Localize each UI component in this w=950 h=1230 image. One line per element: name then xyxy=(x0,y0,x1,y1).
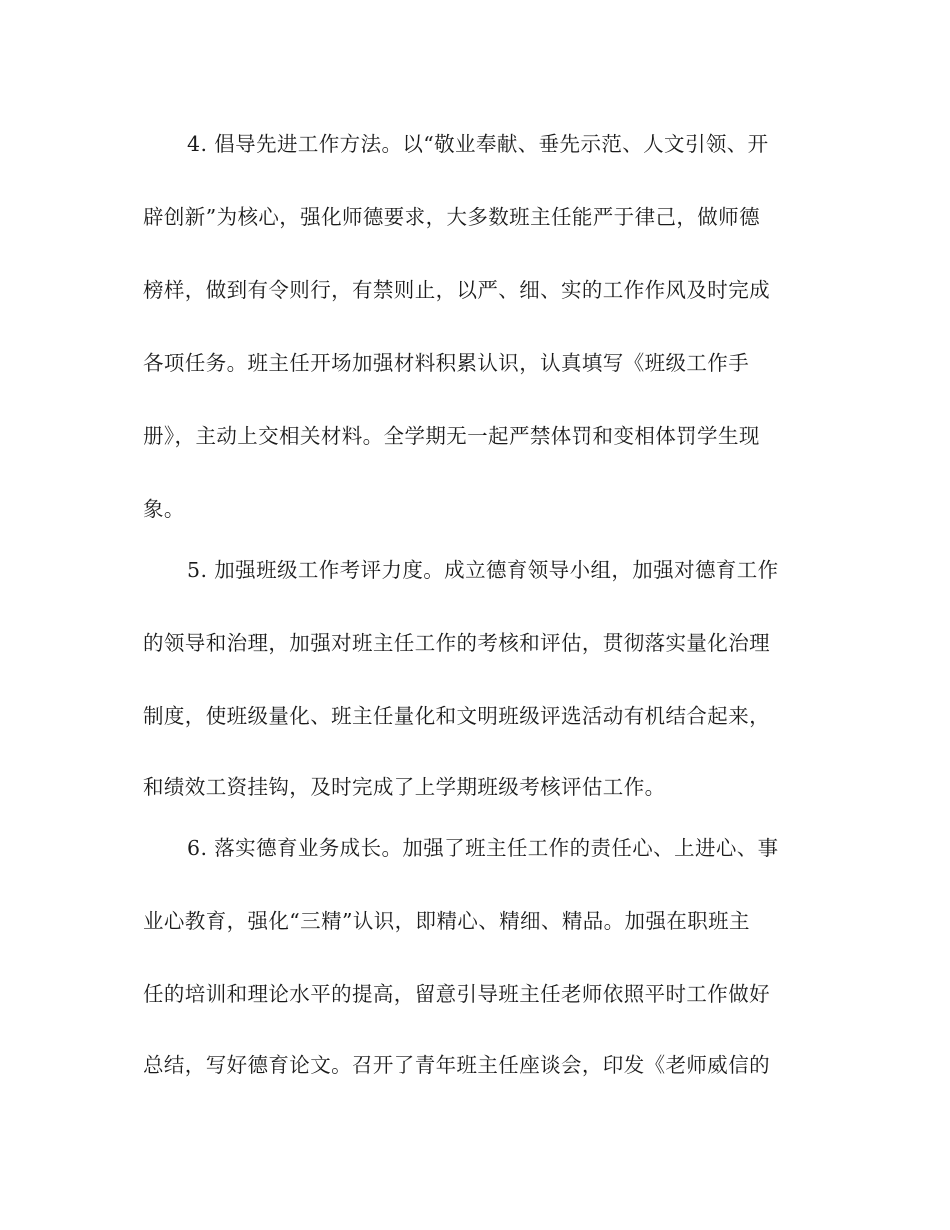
paragraph-5-line-1: 5. 加强班级工作考评力度。成立德育领导小组，加强对德育工作 xyxy=(187,558,779,582)
paragraph-6-line-1: 6. 落实德育业务成长。加强了班主任工作的责任心、上进心、事 xyxy=(187,836,779,860)
paragraph-4-line-2: 辟创新”为核心，强化师德要求，大多数班主任能严于律己，做师德 xyxy=(143,205,760,229)
paragraph-4-line-3: 榜样，做到有令则行，有禁则止，以严、细、实的工作作风及时完成 xyxy=(143,278,770,302)
paragraph-5-line-2: 的领导和治理，加强对班主任工作的考核和评估，贯彻落实量化治理 xyxy=(143,631,770,655)
paragraph-5-line-3: 制度，使班级量化、班主任量化和文明班级评选活动有机结合起来， xyxy=(143,704,770,728)
paragraph-6-line-2: 业心教育，强化“三精”认识，即精心、精细、精品。加强在职班主 xyxy=(143,909,750,933)
paragraph-4-line-5: 册》，主动上交相关材料。全学期无一起严禁体罚和变相体罚学生现 xyxy=(143,424,760,448)
paragraph-4-line-4: 各项任务。班主任开场加强材料积累认识，认真填写《班级工作手 xyxy=(143,351,750,375)
paragraph-4-line-6: 象。 xyxy=(143,497,185,521)
paragraph-6-line-3: 任的培训和理论水平的提高，留意引导班主任老师依照平时工作做好 xyxy=(143,982,770,1006)
paragraph-4-line-1: 4. 倡导先进工作方法。以“敬业奉献、垂先示范、人文引领、开 xyxy=(187,132,769,156)
paragraph-6-line-4: 总结，写好德育论文。召开了青年班主任座谈会，印发《老师威信的 xyxy=(143,1053,770,1077)
paragraph-5-line-4: 和绩效工资挂钩，及时完成了上学期班级考核评估工作。 xyxy=(143,775,666,799)
